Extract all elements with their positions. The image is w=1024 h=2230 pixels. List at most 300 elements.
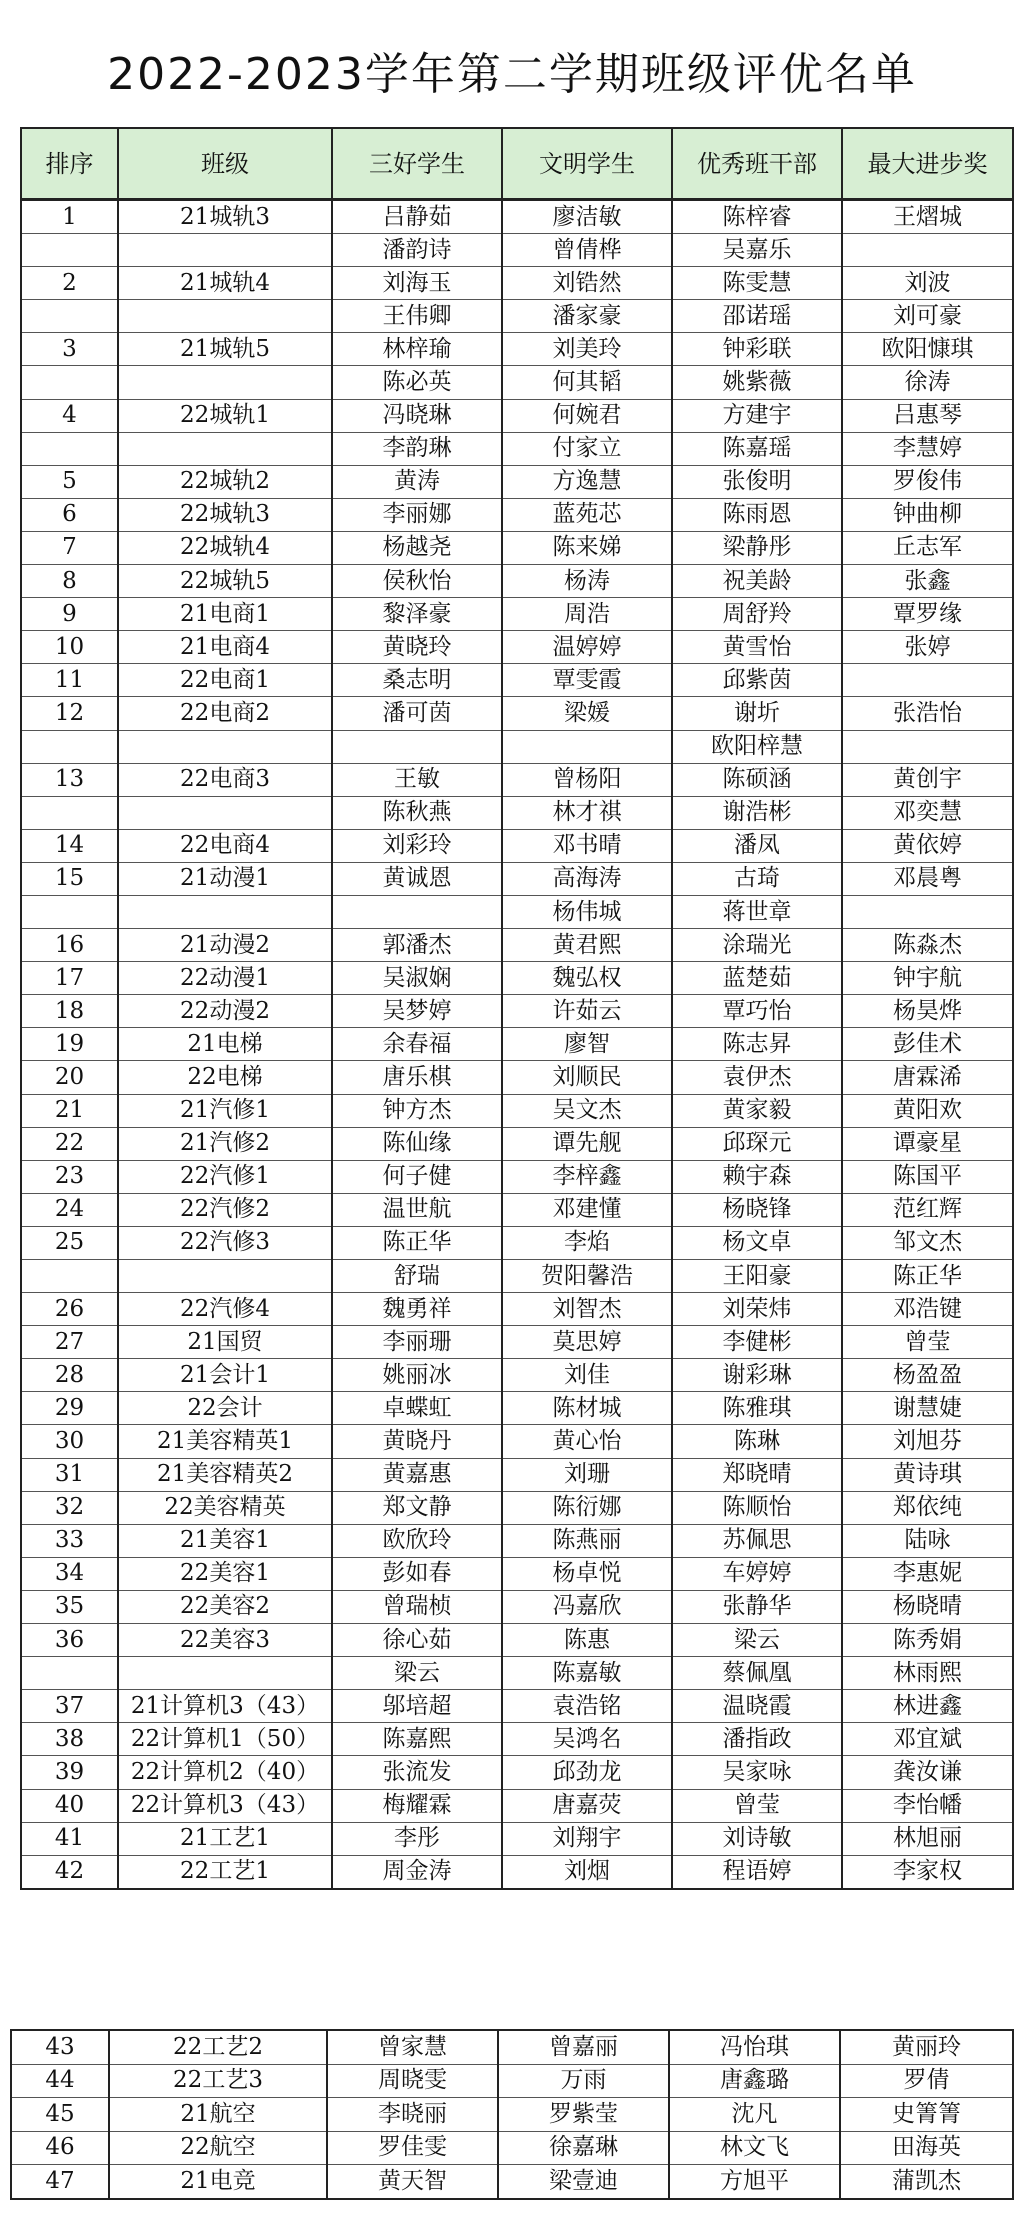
cell-merit-student: 潘可茵	[332, 697, 502, 730]
cell-merit-student: 姚丽冰	[332, 1359, 502, 1392]
cell-merit-student: 黄晓玲	[332, 631, 502, 664]
table-row	[21, 200, 1013, 234]
cell-most-improved: 张鑫	[842, 565, 1013, 598]
table-row	[21, 1392, 1013, 1425]
table-row	[21, 267, 1013, 300]
cell-most-improved: 林雨熙	[842, 1657, 1013, 1690]
header-most-improved: 最大进步奖	[842, 128, 1013, 200]
cell-civilized-student: 陈燕丽	[502, 1524, 672, 1557]
cell-excellent-cadre: 吴家咏	[672, 1756, 842, 1789]
award-table	[20, 127, 1014, 1890]
cell-most-improved: 黄诗琪	[842, 1458, 1013, 1491]
cell-most-improved: 邓宜斌	[842, 1723, 1013, 1756]
cell-rank: 11	[21, 664, 118, 697]
cell-excellent-cadre: 古琦	[672, 862, 842, 895]
header-merit-student: 三好学生	[332, 128, 502, 200]
cell-most-improved: 陈国平	[842, 1160, 1013, 1193]
cell-civilized-student: 吴文杰	[502, 1094, 672, 1127]
cell-class: 22城轨4	[118, 531, 332, 564]
cell-class: 21电商4	[118, 631, 332, 664]
cell-rank: 46	[11, 2131, 109, 2165]
cell-merit-student: 冯晓琳	[332, 399, 502, 432]
cell-class: 22计算机1（50）	[118, 1723, 332, 1756]
cell-civilized-student: 潘家豪	[502, 300, 672, 333]
cell-merit-student: 郑文静	[332, 1491, 502, 1524]
cell-rank: 3	[21, 333, 118, 366]
cell-rank: 31	[21, 1458, 118, 1491]
cell-rank	[21, 730, 118, 763]
cell-civilized-student: 蓝苑芯	[502, 498, 672, 531]
cell-class: 21动漫2	[118, 929, 332, 962]
cell-rank: 26	[21, 1293, 118, 1326]
table-row	[21, 631, 1013, 664]
cell-class: 21城轨4	[118, 267, 332, 300]
table-row	[21, 1723, 1013, 1756]
cell-rank: 43	[11, 2030, 109, 2064]
cell-most-improved: 陈正华	[842, 1260, 1013, 1293]
cell-merit-student: 张流发	[332, 1756, 502, 1789]
cell-rank	[21, 432, 118, 465]
cell-most-improved: 林进鑫	[842, 1690, 1013, 1723]
cell-class: 22电商1	[118, 664, 332, 697]
cell-most-improved: 邓浩键	[842, 1293, 1013, 1326]
table-row	[21, 1855, 1013, 1889]
cell-merit-student: 李丽娜	[332, 498, 502, 531]
cell-most-improved: 李惠妮	[842, 1557, 1013, 1590]
cell-most-improved: 黄创宇	[842, 763, 1013, 796]
table-row	[21, 333, 1013, 366]
header-civilized-student: 文明学生	[502, 128, 672, 200]
table-row	[21, 929, 1013, 962]
cell-most-improved: 钟宇航	[842, 962, 1013, 995]
cell-merit-student: 陈秋燕	[332, 796, 502, 829]
cell-rank: 21	[21, 1094, 118, 1127]
cell-excellent-cadre: 陈雨恩	[672, 498, 842, 531]
cell-civilized-student: 邓建懂	[502, 1193, 672, 1226]
cell-most-improved: 徐涛	[842, 366, 1013, 399]
cell-most-improved: 陆咏	[842, 1524, 1013, 1557]
cell-merit-student: 刘海玉	[332, 267, 502, 300]
cell-excellent-cadre: 陈嘉瑶	[672, 432, 842, 465]
cell-civilized-student: 吴鸿名	[502, 1723, 672, 1756]
table-header-row	[21, 128, 1013, 200]
cell-most-improved: 杨晓晴	[842, 1590, 1013, 1623]
cell-merit-student: 彭如春	[332, 1557, 502, 1590]
cell-civilized-student: 温婷婷	[502, 631, 672, 664]
table-row	[21, 862, 1013, 895]
cell-excellent-cadre: 涂瑞光	[672, 929, 842, 962]
table-row	[21, 1127, 1013, 1160]
cell-excellent-cadre: 覃巧怡	[672, 995, 842, 1028]
table-row	[21, 1756, 1013, 1789]
cell-civilized-student: 廖洁敏	[502, 200, 672, 234]
header-excellent-cadre: 优秀班干部	[672, 128, 842, 200]
table-row	[11, 2131, 1013, 2165]
cell-class: 21城轨5	[118, 333, 332, 366]
cell-class: 21会计1	[118, 1359, 332, 1392]
cell-class: 22美容1	[118, 1557, 332, 1590]
cell-merit-student: 魏勇祥	[332, 1293, 502, 1326]
cell-merit-student: 钟方杰	[332, 1094, 502, 1127]
cell-civilized-student: 谭先舰	[502, 1127, 672, 1160]
cell-most-improved: 李家权	[842, 1855, 1013, 1889]
cell-civilized-student: 李焰	[502, 1226, 672, 1259]
cell-class: 22汽修1	[118, 1160, 332, 1193]
cell-excellent-cadre: 周舒羚	[672, 598, 842, 631]
cell-excellent-cadre: 唐鑫璐	[669, 2064, 840, 2098]
table-row	[21, 962, 1013, 995]
table-row	[21, 531, 1013, 564]
cell-civilized-student: 梁壹迪	[498, 2165, 669, 2199]
cell-class: 22工艺2	[109, 2030, 327, 2064]
cell-class: 22会计	[118, 1392, 332, 1425]
cell-civilized-student: 覃雯霞	[502, 664, 672, 697]
cell-most-improved: 罗倩	[840, 2064, 1013, 2098]
cell-most-improved: 田海英	[840, 2131, 1013, 2165]
cell-class: 21城轨3	[118, 200, 332, 234]
cell-civilized-student: 刘佳	[502, 1359, 672, 1392]
cell-class: 22电商3	[118, 763, 332, 796]
cell-merit-student: 欧欣玲	[332, 1524, 502, 1557]
cell-most-improved: 黄依婷	[842, 829, 1013, 862]
cell-merit-student: 邬培超	[332, 1690, 502, 1723]
cell-excellent-cadre: 方建宇	[672, 399, 842, 432]
cell-excellent-cadre: 潘凤	[672, 829, 842, 862]
cell-rank: 22	[21, 1127, 118, 1160]
cell-most-improved: 欧阳慷琪	[842, 333, 1013, 366]
table-row	[21, 565, 1013, 598]
cell-rank: 42	[21, 1855, 118, 1889]
cell-rank: 19	[21, 1028, 118, 1061]
cell-merit-student: 李晓丽	[327, 2098, 498, 2132]
cell-excellent-cadre: 赖宇森	[672, 1160, 842, 1193]
cell-class: 22工艺1	[118, 1855, 332, 1889]
table-row	[21, 498, 1013, 531]
cell-merit-student: 黄涛	[332, 465, 502, 498]
cell-civilized-student: 陈惠	[502, 1624, 672, 1657]
cell-excellent-cadre: 沈凡	[669, 2098, 840, 2132]
cell-class	[118, 1260, 332, 1293]
cell-most-improved: 谢慧婕	[842, 1392, 1013, 1425]
page-title: 2022-2023学年第二学期班级评优名单	[107, 49, 917, 100]
cell-most-improved: 张婷	[842, 631, 1013, 664]
table-row	[21, 1458, 1013, 1491]
cell-class: 21电梯	[118, 1028, 332, 1061]
cell-civilized-student: 曾杨阳	[502, 763, 672, 796]
cell-excellent-cadre: 梁静彤	[672, 531, 842, 564]
cell-excellent-cadre: 张静华	[672, 1590, 842, 1623]
cell-most-improved: 刘可豪	[842, 300, 1013, 333]
cell-civilized-student: 林才祺	[502, 796, 672, 829]
header-class: 班级	[118, 128, 332, 200]
cell-rank: 8	[21, 565, 118, 598]
cell-merit-student: 陈必英	[332, 366, 502, 399]
cell-civilized-student: 曾嘉丽	[498, 2030, 669, 2064]
cell-merit-student: 黄嘉惠	[332, 1458, 502, 1491]
cell-merit-student: 潘韵诗	[332, 234, 502, 267]
cell-most-improved: 钟曲柳	[842, 498, 1013, 531]
cell-civilized-student: 徐嘉琳	[498, 2131, 669, 2165]
cell-rank: 13	[21, 763, 118, 796]
cell-civilized-student: 方逸慧	[502, 465, 672, 498]
cell-excellent-cadre: 程语婷	[672, 1855, 842, 1889]
table-row	[21, 1822, 1013, 1855]
cell-merit-student: 曾瑞桢	[332, 1590, 502, 1623]
cell-class: 21美容精英1	[118, 1425, 332, 1458]
cell-rank: 32	[21, 1491, 118, 1524]
cell-rank: 18	[21, 995, 118, 1028]
cell-class: 21工艺1	[118, 1822, 332, 1855]
cell-rank: 40	[21, 1789, 118, 1822]
cell-excellent-cadre: 陈雯慧	[672, 267, 842, 300]
cell-most-improved: 邓奕慧	[842, 796, 1013, 829]
cell-civilized-student: 许茹云	[502, 995, 672, 1028]
cell-merit-student: 李丽珊	[332, 1326, 502, 1359]
cell-merit-student: 李韵琳	[332, 432, 502, 465]
table-row	[11, 2098, 1013, 2132]
table-row	[21, 1293, 1013, 1326]
cell-merit-student: 桑志明	[332, 664, 502, 697]
cell-merit-student: 周金涛	[332, 1855, 502, 1889]
cell-excellent-cadre: 钟彩联	[672, 333, 842, 366]
cell-excellent-cadre: 谢圻	[672, 697, 842, 730]
cell-civilized-student: 何其韬	[502, 366, 672, 399]
cell-excellent-cadre: 袁伊杰	[672, 1061, 842, 1094]
table-row	[21, 366, 1013, 399]
table-row	[11, 2064, 1013, 2098]
cell-most-improved: 郑依纯	[842, 1491, 1013, 1524]
table-row	[21, 432, 1013, 465]
cell-rank: 7	[21, 531, 118, 564]
cell-excellent-cadre: 方旭平	[669, 2165, 840, 2199]
cell-merit-student: 李彤	[332, 1822, 502, 1855]
cell-civilized-student: 刘顺民	[502, 1061, 672, 1094]
cell-rank: 2	[21, 267, 118, 300]
cell-excellent-cadre: 祝美龄	[672, 565, 842, 598]
cell-civilized-student: 黄君熙	[502, 929, 672, 962]
award-table-continued	[10, 2029, 1014, 2200]
cell-merit-student	[332, 895, 502, 928]
cell-most-improved: 张浩怡	[842, 697, 1013, 730]
cell-civilized-student: 邱劲龙	[502, 1756, 672, 1789]
cell-most-improved: 范红辉	[842, 1193, 1013, 1226]
cell-rank: 33	[21, 1524, 118, 1557]
cell-rank: 27	[21, 1326, 118, 1359]
cell-class: 21电竞	[109, 2165, 327, 2199]
cell-rank	[21, 1260, 118, 1293]
table-row	[21, 399, 1013, 432]
cell-class: 21计算机3（43）	[118, 1690, 332, 1723]
cell-excellent-cadre: 杨晓锋	[672, 1193, 842, 1226]
cell-civilized-student: 曾倩桦	[502, 234, 672, 267]
cell-rank: 39	[21, 1756, 118, 1789]
cell-rank: 28	[21, 1359, 118, 1392]
cell-civilized-student: 杨涛	[502, 565, 672, 598]
table-row	[21, 995, 1013, 1028]
cell-merit-student: 卓蝶虹	[332, 1392, 502, 1425]
cell-class: 21美容精英2	[118, 1458, 332, 1491]
cell-rank: 35	[21, 1590, 118, 1623]
cell-excellent-cadre: 蓝楚茹	[672, 962, 842, 995]
cell-most-improved: 刘旭芬	[842, 1425, 1013, 1458]
cell-excellent-cadre: 黄家毅	[672, 1094, 842, 1127]
cell-excellent-cadre: 邱琛元	[672, 1127, 842, 1160]
cell-civilized-student: 李梓鑫	[502, 1160, 672, 1193]
table-row	[21, 1425, 1013, 1458]
cell-most-improved: 邓晨粤	[842, 862, 1013, 895]
cell-merit-student: 陈正华	[332, 1226, 502, 1259]
table-row	[21, 465, 1013, 498]
cell-most-improved: 王熠城	[842, 200, 1013, 234]
cell-class: 21电商1	[118, 598, 332, 631]
cell-rank: 16	[21, 929, 118, 962]
cell-civilized-student: 冯嘉欣	[502, 1590, 672, 1623]
cell-rank: 5	[21, 465, 118, 498]
cell-class: 22电商4	[118, 829, 332, 862]
cell-most-improved: 曾莹	[842, 1326, 1013, 1359]
table-row	[21, 796, 1013, 829]
cell-excellent-cadre: 杨文卓	[672, 1226, 842, 1259]
cell-rank	[21, 1657, 118, 1690]
cell-civilized-student: 罗紫莹	[498, 2098, 669, 2132]
table-row	[21, 1657, 1013, 1690]
cell-most-improved: 唐霖浠	[842, 1061, 1013, 1094]
cell-rank: 47	[11, 2165, 109, 2199]
cell-civilized-student: 刘美玲	[502, 333, 672, 366]
cell-excellent-cadre: 梁云	[672, 1624, 842, 1657]
cell-merit-student: 郭潘杰	[332, 929, 502, 962]
table-row	[21, 1624, 1013, 1657]
cell-most-improved: 谭豪星	[842, 1127, 1013, 1160]
cell-rank: 25	[21, 1226, 118, 1259]
cell-class: 22城轨3	[118, 498, 332, 531]
cell-rank: 20	[21, 1061, 118, 1094]
table-row	[21, 300, 1013, 333]
cell-class: 21美容1	[118, 1524, 332, 1557]
cell-rank	[21, 895, 118, 928]
cell-civilized-student: 刘珊	[502, 1458, 672, 1491]
cell-civilized-student: 黄心怡	[502, 1425, 672, 1458]
cell-class: 22美容2	[118, 1590, 332, 1623]
cell-excellent-cadre: 张俊明	[672, 465, 842, 498]
cell-excellent-cadre: 姚紫薇	[672, 366, 842, 399]
cell-excellent-cadre: 欧阳梓慧	[672, 730, 842, 763]
cell-rank: 1	[21, 200, 118, 234]
cell-excellent-cadre: 车婷婷	[672, 1557, 842, 1590]
cell-rank	[21, 300, 118, 333]
cell-rank: 44	[11, 2064, 109, 2098]
cell-merit-student: 吴淑娴	[332, 962, 502, 995]
cell-class: 22动漫1	[118, 962, 332, 995]
cell-merit-student: 梁云	[332, 1657, 502, 1690]
cell-class: 21汽修1	[118, 1094, 332, 1127]
cell-excellent-cadre: 陈硕涵	[672, 763, 842, 796]
cell-civilized-student: 杨伟城	[502, 895, 672, 928]
cell-civilized-student: 陈来娣	[502, 531, 672, 564]
cell-most-improved: 李怡幡	[842, 1789, 1013, 1822]
cell-class	[118, 730, 332, 763]
cell-excellent-cadre: 刘诗敏	[672, 1822, 842, 1855]
cell-class: 21动漫1	[118, 862, 332, 895]
cell-rank	[21, 366, 118, 399]
cell-merit-student: 温世航	[332, 1193, 502, 1226]
cell-civilized-student: 刘锆然	[502, 267, 672, 300]
cell-civilized-student: 唐嘉荧	[502, 1789, 672, 1822]
cell-rank: 9	[21, 598, 118, 631]
cell-merit-student: 余春福	[332, 1028, 502, 1061]
table-row	[11, 2030, 1013, 2064]
cell-class: 21汽修2	[118, 1127, 332, 1160]
cell-civilized-student: 刘烟	[502, 1855, 672, 1889]
cell-merit-student: 林梓瑜	[332, 333, 502, 366]
cell-rank: 38	[21, 1723, 118, 1756]
cell-rank: 37	[21, 1690, 118, 1723]
cell-rank: 10	[21, 631, 118, 664]
cell-rank: 12	[21, 697, 118, 730]
cell-most-improved: 杨盈盈	[842, 1359, 1013, 1392]
table-row	[21, 697, 1013, 730]
cell-class: 22城轨1	[118, 399, 332, 432]
cell-merit-student: 梅耀霖	[332, 1789, 502, 1822]
cell-excellent-cadre: 陈琳	[672, 1425, 842, 1458]
cell-most-improved: 覃罗缘	[842, 598, 1013, 631]
cell-excellent-cadre: 曾莹	[672, 1789, 842, 1822]
cell-most-improved: 陈秀娟	[842, 1624, 1013, 1657]
cell-class: 22动漫2	[118, 995, 332, 1028]
cell-merit-student: 唐乐棋	[332, 1061, 502, 1094]
cell-rank: 30	[21, 1425, 118, 1458]
cell-class: 22汽修3	[118, 1226, 332, 1259]
table-row	[21, 598, 1013, 631]
cell-class	[118, 234, 332, 267]
cell-civilized-student: 梁媛	[502, 697, 672, 730]
table-row	[21, 1160, 1013, 1193]
cell-most-improved: 刘波	[842, 267, 1013, 300]
cell-merit-student: 侯秋怡	[332, 565, 502, 598]
cell-excellent-cadre: 邱紫茵	[672, 664, 842, 697]
cell-excellent-cadre: 林文飞	[669, 2131, 840, 2165]
cell-most-improved	[842, 730, 1013, 763]
cell-most-improved: 陈淼杰	[842, 929, 1013, 962]
cell-most-improved: 彭佳术	[842, 1028, 1013, 1061]
table-row	[21, 1226, 1013, 1259]
cell-civilized-student: 万雨	[498, 2064, 669, 2098]
cell-civilized-student: 贺阳馨浩	[502, 1260, 672, 1293]
cell-class: 21航空	[109, 2098, 327, 2132]
cell-class: 22电商2	[118, 697, 332, 730]
cell-merit-student: 黄天智	[327, 2165, 498, 2199]
cell-civilized-student: 何婉君	[502, 399, 672, 432]
cell-most-improved: 吕惠琴	[842, 399, 1013, 432]
table-row	[21, 1326, 1013, 1359]
cell-excellent-cadre: 陈梓睿	[672, 200, 842, 234]
cell-excellent-cadre: 蒋世章	[672, 895, 842, 928]
table-row	[21, 763, 1013, 796]
cell-most-improved: 李慧婷	[842, 432, 1013, 465]
cell-merit-student: 黎泽豪	[332, 598, 502, 631]
table-row	[21, 234, 1013, 267]
cell-excellent-cadre: 冯怡琪	[669, 2030, 840, 2064]
cell-rank: 15	[21, 862, 118, 895]
cell-rank: 45	[11, 2098, 109, 2132]
cell-class: 22计算机2（40）	[118, 1756, 332, 1789]
cell-rank: 34	[21, 1557, 118, 1590]
cell-excellent-cadre: 谢浩彬	[672, 796, 842, 829]
table-row	[21, 1028, 1013, 1061]
table-row	[21, 1524, 1013, 1557]
cell-civilized-student: 高海涛	[502, 862, 672, 895]
table-row	[21, 1260, 1013, 1293]
